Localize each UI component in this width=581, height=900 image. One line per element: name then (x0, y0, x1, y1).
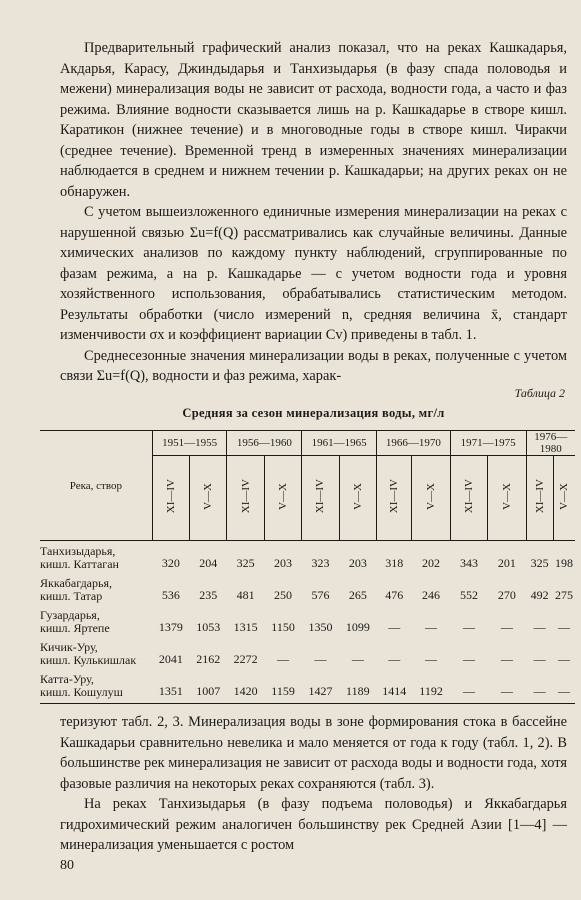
table-row (40, 541, 575, 574)
table-row (40, 605, 575, 637)
season-header (339, 456, 376, 541)
value-cell: 320 (161, 556, 180, 570)
value-cell: — (500, 652, 513, 666)
value-cell: 270 (497, 588, 516, 602)
season-label: XI—IV (239, 479, 252, 514)
value-cell: 1159 (264, 669, 301, 704)
station-name: кишл. Яртепе (40, 621, 110, 635)
body-text-bottom (60, 712, 567, 856)
value-cell: 203 (274, 556, 293, 570)
value-cell: — (488, 669, 526, 704)
value-cell: 201 (497, 556, 516, 570)
mineralization-table (40, 430, 575, 704)
value-cell: — (533, 620, 546, 634)
river-station-cell (40, 669, 152, 704)
value-cell: 198 (555, 556, 574, 570)
value-cell: 552 (459, 588, 478, 602)
value-cell: 1053 (196, 620, 221, 634)
value-cell: — (450, 669, 487, 704)
station-name: кишл. Кулькишлак (40, 653, 137, 667)
table-title: Средняя за сезон минерализация воды, мг/л (182, 406, 445, 420)
season-label: V—X (277, 483, 290, 510)
value-cell: — (500, 620, 513, 634)
value-cell: 323 (311, 556, 330, 570)
season-header (264, 456, 301, 541)
value-cell: — (388, 620, 401, 634)
value-cell: 1192 (412, 669, 450, 704)
value-cell: 476 (385, 588, 404, 602)
value-cell: 1007 (190, 669, 227, 704)
value-cell: — (533, 652, 546, 666)
value-cell: 275 (555, 588, 574, 602)
value-cell: — (558, 620, 571, 634)
value-cell: 2272 (233, 652, 258, 666)
season-label: XI—IV (388, 479, 401, 514)
season-header (152, 456, 189, 541)
season-label: V—X (425, 483, 438, 510)
value-cell: 204 (199, 556, 218, 570)
table-caption: Таблица 2 (514, 386, 565, 400)
paragraph: С учетом вышеизложенного единичные измерения минерализации на реках с нарушенной связью Σu=f(Q) рассматривались как случайные величины. Данные химических анализов по каждому пункту наблюдений, сгруппированные по фазам режима, а на р. Кашкадарье — с учетом водности года и уровня хозяйственного использования, обрабатывались статистическим методом. Результаты обработки (число измерений n, средняя величина x̄, стандарт изменчивости σx и коэффициент вариации Cv) приведены в табл. 1. (60, 204, 567, 343)
value-cell: 576 (311, 588, 330, 602)
value-cell: 1099 (345, 620, 370, 634)
season-label: XI—IV (314, 479, 327, 514)
season-label: V—X (558, 483, 571, 510)
value-cell: 1379 (158, 620, 183, 634)
season-header (488, 456, 526, 541)
season-label: V—X (202, 483, 215, 510)
value-cell: — (462, 620, 475, 634)
value-cell: — (388, 652, 401, 666)
value-cell: 235 (199, 588, 218, 602)
season-label: XI—IV (164, 479, 177, 514)
value-cell: 325 (530, 556, 549, 570)
station-name: кишл. Кошулуш (40, 685, 123, 699)
paragraph: Предварительный графический анализ показал, что на реках Кашкадарья, Акдарья, Карасу, Джиндыдарья и Танхизыдарья (в фазу спада половодья и межени) минерализация воды не зависит от расхода, водности года, а часто и фаз режима. Влияние водности сказывается лишь на р. Кашкадарье в створе кишл. Каратикон (нижнее течение) и в многоводные годы в створе кишл. Чиракчи (среднее течение). Временной тренд в измеренных значениях минерализации наблюдается в среднем и нижнем течении р. Кашкадарьи; на других реках он не обнаружен. (60, 40, 567, 200)
value-cell: 536 (161, 588, 180, 602)
season-header (302, 456, 339, 541)
value-cell: 246 (422, 588, 441, 602)
value-cell: — (425, 620, 438, 634)
paragraph: теризуют табл. 2, 3. Минерализация воды в зоне формирования стока в бассейне Кашкадарьи сравнительно невелика и мало меняется от года к году (табл. 1, 2). В большинстве рек минерализация не зависит от расхода воды и водности года, хотя фазовые различия на некоторых реках сохраняются (табл. 3). (60, 714, 567, 792)
station-name: кишл. Каттаган (40, 557, 119, 571)
value-cell: 1350 (308, 620, 333, 634)
season-label: XI—IV (533, 479, 546, 514)
table-row (40, 637, 575, 669)
river-name: Яккабагдарья, (40, 576, 112, 590)
value-cell: 1427 (302, 669, 339, 704)
period-header: 1971—1975 (450, 431, 526, 456)
river-column-header: Река, створ (40, 431, 152, 541)
value-cell: 1414 (377, 669, 412, 704)
value-cell: 481 (236, 588, 255, 602)
river-name: Танхизыдарья, (40, 544, 116, 558)
value-cell: 202 (422, 556, 441, 570)
season-header (526, 456, 553, 541)
paragraph: Среднесезонные значения минерализации воды в реках, полученные с учетом связи Σu=f(Q), водности и фаз режима, харак- (60, 347, 567, 384)
table-row (40, 573, 575, 605)
period-header: 1966—1970 (377, 431, 451, 456)
value-cell: 250 (274, 588, 293, 602)
value-cell: 203 (348, 556, 367, 570)
paragraph: На реках Танхизыдарья (в фазу подъема половодья) и Яккабагдарья гидрохимический режим аналогичен большинству рек Средней Азии [1—4] — минерализация уменьшается с ростом (60, 796, 567, 853)
value-cell: — (351, 652, 364, 666)
river-station-cell (40, 605, 152, 637)
value-cell: 2041 (158, 652, 183, 666)
value-cell: — (462, 652, 475, 666)
river-name: Кичик-Уру, (40, 640, 98, 654)
value-cell: 492 (530, 588, 549, 602)
value-cell: — (314, 652, 327, 666)
page-number: 80 (60, 858, 74, 873)
season-label: V—X (351, 483, 364, 510)
river-station-cell (40, 541, 152, 574)
value-cell: — (553, 669, 575, 704)
river-name: Катта-Уру, (40, 672, 94, 686)
value-cell: 1351 (152, 669, 189, 704)
value-cell: 1150 (271, 620, 295, 634)
value-cell: 343 (459, 556, 478, 570)
period-header: 1956—1960 (227, 431, 302, 456)
station-name: кишл. Татар (40, 589, 103, 603)
river-station-cell (40, 637, 152, 669)
period-header: 1976—1980 (526, 431, 575, 456)
value-cell: — (277, 652, 290, 666)
season-header (553, 456, 575, 541)
value-cell: 265 (348, 588, 367, 602)
body-text-top (60, 38, 567, 387)
value-cell: — (425, 652, 438, 666)
period-header: 1951—1955 (152, 431, 227, 456)
season-header (227, 456, 264, 541)
value-cell: 1420 (227, 669, 264, 704)
value-cell: 1189 (339, 669, 376, 704)
season-label: V—X (500, 483, 513, 510)
period-header: 1961—1965 (302, 431, 377, 456)
river-station-cell (40, 573, 152, 605)
table-row (40, 669, 575, 704)
season-header (450, 456, 487, 541)
season-label: XI—IV (462, 479, 475, 514)
value-cell: 318 (385, 556, 404, 570)
river-name: Гузардарья, (40, 608, 100, 622)
value-cell: 2162 (196, 652, 221, 666)
season-header (377, 456, 412, 541)
value-cell: — (558, 652, 571, 666)
value-cell: 325 (236, 556, 255, 570)
value-cell: — (526, 669, 553, 704)
season-header (412, 456, 450, 541)
season-header (190, 456, 227, 541)
value-cell: 1315 (233, 620, 258, 634)
